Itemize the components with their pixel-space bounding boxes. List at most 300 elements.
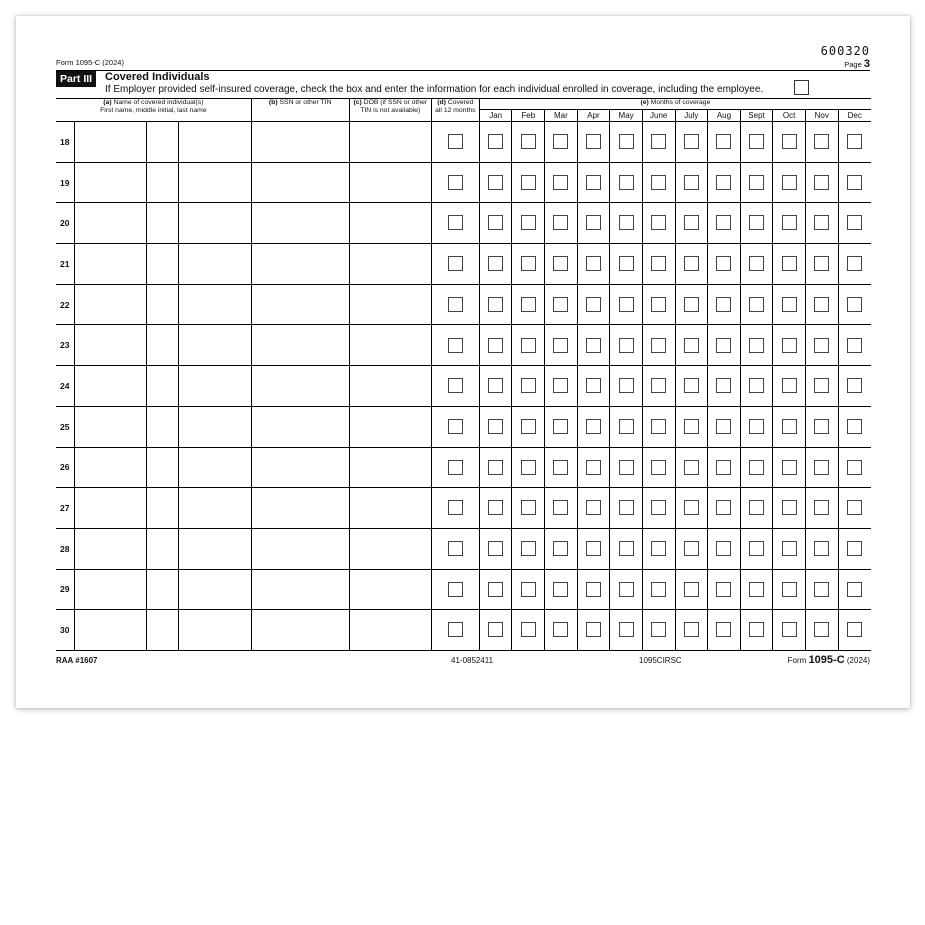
month-cell [740, 325, 773, 366]
month-checkbox[interactable] [553, 215, 568, 230]
month-checkbox[interactable] [814, 338, 829, 353]
month-checkbox[interactable] [749, 175, 764, 190]
month-checkbox[interactable] [684, 338, 699, 353]
month-checkbox[interactable] [488, 175, 503, 190]
month-checkbox[interactable] [716, 419, 731, 434]
month-cell [805, 284, 838, 325]
month-checkbox[interactable] [684, 256, 699, 271]
first-name-field[interactable] [74, 488, 146, 529]
middle-initial-field[interactable] [146, 610, 178, 651]
month-checkbox[interactable] [521, 338, 536, 353]
ssn-field[interactable] [251, 284, 349, 325]
dob-field[interactable] [349, 244, 431, 285]
month-cell [512, 447, 545, 488]
middle-initial-field[interactable] [146, 203, 178, 244]
month-checkbox[interactable] [782, 500, 797, 515]
month-checkbox[interactable] [619, 297, 634, 312]
month-checkbox[interactable] [553, 541, 568, 556]
month-cell [675, 325, 708, 366]
month-cell [577, 406, 610, 447]
month-checkbox[interactable] [684, 582, 699, 597]
all-12-months-cell [431, 610, 479, 651]
month-checkbox[interactable] [619, 541, 634, 556]
month-cell [577, 569, 610, 610]
month-checkbox[interactable] [684, 215, 699, 230]
part-title: Covered Individuals [105, 71, 210, 83]
last-name-field[interactable] [178, 488, 251, 529]
month-checkbox[interactable] [716, 378, 731, 393]
month-checkbox[interactable] [847, 175, 862, 190]
first-name-field[interactable] [74, 528, 146, 569]
last-name-field[interactable] [178, 447, 251, 488]
month-cell [773, 447, 806, 488]
month-header: Apr [577, 110, 610, 122]
month-cell [740, 528, 773, 569]
month-checkbox[interactable] [814, 500, 829, 515]
month-cell [545, 406, 578, 447]
month-cell [773, 488, 806, 529]
row-number: 25 [56, 406, 74, 447]
month-cell [675, 528, 708, 569]
month-checkbox[interactable] [782, 215, 797, 230]
last-name-field[interactable] [178, 528, 251, 569]
middle-initial-field[interactable] [146, 284, 178, 325]
ssn-field[interactable] [251, 488, 349, 529]
month-checkbox[interactable] [814, 460, 829, 475]
month-checkbox[interactable] [749, 256, 764, 271]
dob-field[interactable] [349, 569, 431, 610]
row-number: 24 [56, 366, 74, 407]
month-checkbox[interactable] [619, 622, 634, 637]
month-checkbox[interactable] [586, 419, 601, 434]
ssn-field[interactable] [251, 366, 349, 407]
ssn-field[interactable] [251, 325, 349, 366]
table-row [56, 488, 871, 529]
month-checkbox[interactable] [488, 256, 503, 271]
ssn-field[interactable] [251, 406, 349, 447]
month-checkbox[interactable] [749, 297, 764, 312]
month-cell [545, 366, 578, 407]
month-checkbox[interactable] [749, 215, 764, 230]
table-row [56, 366, 871, 407]
month-cell [642, 569, 675, 610]
all-12-months-checkbox[interactable] [448, 297, 463, 312]
first-name-field[interactable] [74, 406, 146, 447]
month-checkbox[interactable] [684, 175, 699, 190]
month-checkbox[interactable] [782, 419, 797, 434]
month-checkbox[interactable] [847, 541, 862, 556]
month-checkbox[interactable] [684, 297, 699, 312]
month-header: July [675, 110, 708, 122]
month-checkbox[interactable] [684, 134, 699, 149]
month-cell [512, 528, 545, 569]
month-checkbox[interactable] [521, 256, 536, 271]
dob-field[interactable] [349, 447, 431, 488]
ssn-field[interactable] [251, 447, 349, 488]
month-checkbox[interactable] [488, 419, 503, 434]
month-checkbox[interactable] [749, 582, 764, 597]
month-cell [838, 528, 871, 569]
month-checkbox[interactable] [716, 500, 731, 515]
month-checkbox[interactable] [716, 256, 731, 271]
month-checkbox[interactable] [782, 256, 797, 271]
self-insured-checkbox[interactable] [794, 80, 809, 95]
month-checkbox[interactable] [749, 134, 764, 149]
column-a-header: (a) Name of covered individual(s) First name, middle initial, last name [56, 99, 251, 122]
month-checkbox[interactable] [749, 419, 764, 434]
month-checkbox[interactable] [749, 460, 764, 475]
month-checkbox[interactable] [521, 175, 536, 190]
month-checkbox[interactable] [782, 378, 797, 393]
month-checkbox[interactable] [684, 541, 699, 556]
middle-initial-field[interactable] [146, 488, 178, 529]
month-checkbox[interactable] [619, 582, 634, 597]
all-12-months-checkbox[interactable] [448, 622, 463, 637]
month-checkbox[interactable] [782, 338, 797, 353]
month-checkbox[interactable] [651, 419, 666, 434]
middle-initial-field[interactable] [146, 366, 178, 407]
all-12-months-checkbox[interactable] [448, 378, 463, 393]
first-name-field[interactable] [74, 162, 146, 203]
month-checkbox[interactable] [521, 500, 536, 515]
first-name-field[interactable] [74, 203, 146, 244]
month-checkbox[interactable] [814, 297, 829, 312]
middle-initial-field[interactable] [146, 162, 178, 203]
month-checkbox[interactable] [814, 541, 829, 556]
month-checkbox[interactable] [716, 215, 731, 230]
middle-initial-field[interactable] [146, 325, 178, 366]
month-checkbox[interactable] [651, 175, 666, 190]
month-checkbox[interactable] [553, 582, 568, 597]
month-checkbox[interactable] [586, 622, 601, 637]
ssn-field[interactable] [251, 162, 349, 203]
month-checkbox[interactable] [847, 622, 862, 637]
month-checkbox[interactable] [488, 378, 503, 393]
month-checkbox[interactable] [553, 419, 568, 434]
month-cell [479, 244, 512, 285]
month-checkbox[interactable] [782, 297, 797, 312]
all-12-months-checkbox[interactable] [448, 338, 463, 353]
month-checkbox[interactable] [684, 622, 699, 637]
month-checkbox[interactable] [521, 622, 536, 637]
month-checkbox[interactable] [651, 256, 666, 271]
month-checkbox[interactable] [651, 541, 666, 556]
month-cell [479, 528, 512, 569]
month-checkbox[interactable] [488, 582, 503, 597]
month-checkbox[interactable] [521, 134, 536, 149]
month-checkbox[interactable] [782, 541, 797, 556]
month-cell [838, 325, 871, 366]
month-checkbox[interactable] [651, 582, 666, 597]
page-number: 3 [863, 58, 870, 70]
month-checkbox[interactable] [716, 175, 731, 190]
column-b-header: (b) SSN or other TIN [251, 99, 349, 122]
footer-code: 1095CIRSC [639, 656, 682, 665]
month-checkbox[interactable] [814, 175, 829, 190]
month-checkbox[interactable] [553, 175, 568, 190]
month-cell [577, 366, 610, 407]
month-checkbox[interactable] [847, 297, 862, 312]
month-checkbox[interactable] [782, 175, 797, 190]
month-checkbox[interactable] [586, 378, 601, 393]
month-cell [577, 203, 610, 244]
middle-initial-field[interactable] [146, 406, 178, 447]
month-checkbox[interactable] [749, 622, 764, 637]
all-12-months-checkbox[interactable] [448, 215, 463, 230]
ssn-field[interactable] [251, 203, 349, 244]
month-cell [642, 406, 675, 447]
middle-initial-field[interactable] [146, 569, 178, 610]
month-checkbox[interactable] [651, 134, 666, 149]
month-cell [708, 528, 741, 569]
month-checkbox[interactable] [619, 175, 634, 190]
month-checkbox[interactable] [651, 297, 666, 312]
month-cell [577, 284, 610, 325]
month-checkbox[interactable] [814, 215, 829, 230]
month-checkbox[interactable] [684, 500, 699, 515]
dob-field[interactable] [349, 488, 431, 529]
last-name-field[interactable] [178, 610, 251, 651]
middle-initial-field[interactable] [146, 447, 178, 488]
month-checkbox[interactable] [847, 338, 862, 353]
first-name-field[interactable] [74, 284, 146, 325]
month-checkbox[interactable] [782, 460, 797, 475]
month-checkbox[interactable] [488, 215, 503, 230]
first-name-field[interactable] [74, 366, 146, 407]
month-cell [838, 447, 871, 488]
month-cell [545, 325, 578, 366]
dob-field[interactable] [349, 203, 431, 244]
month-checkbox[interactable] [651, 500, 666, 515]
month-checkbox[interactable] [782, 622, 797, 637]
month-checkbox[interactable] [619, 378, 634, 393]
dob-field[interactable] [349, 122, 431, 163]
month-header: June [642, 110, 675, 122]
month-checkbox[interactable] [619, 460, 634, 475]
all-12-months-checkbox[interactable] [448, 460, 463, 475]
month-checkbox[interactable] [488, 460, 503, 475]
month-checkbox[interactable] [553, 134, 568, 149]
row-number: 22 [56, 284, 74, 325]
month-checkbox[interactable] [684, 419, 699, 434]
first-name-field[interactable] [74, 325, 146, 366]
dob-field[interactable] [349, 610, 431, 651]
month-checkbox[interactable] [847, 215, 862, 230]
all-12-months-checkbox[interactable] [448, 134, 463, 149]
month-checkbox[interactable] [488, 622, 503, 637]
month-checkbox[interactable] [586, 256, 601, 271]
month-cell [479, 366, 512, 407]
month-checkbox[interactable] [521, 378, 536, 393]
month-checkbox[interactable] [814, 419, 829, 434]
month-checkbox[interactable] [716, 338, 731, 353]
month-cell [773, 610, 806, 651]
month-checkbox[interactable] [814, 256, 829, 271]
month-cell [610, 528, 643, 569]
month-cell [838, 488, 871, 529]
month-checkbox[interactable] [521, 297, 536, 312]
month-checkbox[interactable] [488, 134, 503, 149]
month-checkbox[interactable] [814, 622, 829, 637]
month-checkbox[interactable] [651, 338, 666, 353]
month-checkbox[interactable] [847, 256, 862, 271]
month-checkbox[interactable] [847, 378, 862, 393]
month-checkbox[interactable] [586, 338, 601, 353]
month-checkbox[interactable] [553, 622, 568, 637]
month-checkbox[interactable] [553, 378, 568, 393]
month-checkbox[interactable] [847, 419, 862, 434]
ssn-field[interactable] [251, 569, 349, 610]
month-checkbox[interactable] [716, 297, 731, 312]
month-cell [740, 366, 773, 407]
table-row [56, 610, 871, 651]
all-12-months-checkbox[interactable] [448, 541, 463, 556]
row-number: 20 [56, 203, 74, 244]
month-checkbox[interactable] [488, 297, 503, 312]
last-name-field[interactable] [178, 244, 251, 285]
month-checkbox[interactable] [488, 338, 503, 353]
month-cell [577, 528, 610, 569]
month-checkbox[interactable] [814, 582, 829, 597]
ssn-field[interactable] [251, 122, 349, 163]
month-checkbox[interactable] [847, 460, 862, 475]
dob-field[interactable] [349, 528, 431, 569]
month-checkbox[interactable] [553, 256, 568, 271]
row-number: 19 [56, 162, 74, 203]
month-cell [773, 325, 806, 366]
first-name-field[interactable] [74, 244, 146, 285]
month-checkbox[interactable] [586, 541, 601, 556]
month-checkbox[interactable] [488, 541, 503, 556]
month-checkbox[interactable] [586, 175, 601, 190]
last-name-field[interactable] [178, 203, 251, 244]
month-checkbox[interactable] [847, 582, 862, 597]
first-name-field[interactable] [74, 122, 146, 163]
month-checkbox[interactable] [814, 134, 829, 149]
month-checkbox[interactable] [586, 134, 601, 149]
month-checkbox[interactable] [619, 256, 634, 271]
month-header: Nov [805, 110, 838, 122]
month-checkbox[interactable] [651, 622, 666, 637]
month-cell [642, 528, 675, 569]
month-checkbox[interactable] [716, 582, 731, 597]
row-number: 21 [56, 244, 74, 285]
month-cell [545, 488, 578, 529]
month-cell [675, 244, 708, 285]
month-checkbox[interactable] [651, 215, 666, 230]
month-checkbox[interactable] [782, 582, 797, 597]
all-12-months-cell [431, 447, 479, 488]
last-name-field[interactable] [178, 122, 251, 163]
first-name-field[interactable] [74, 610, 146, 651]
month-checkbox[interactable] [716, 622, 731, 637]
month-cell [805, 569, 838, 610]
month-checkbox[interactable] [619, 500, 634, 515]
month-checkbox[interactable] [651, 460, 666, 475]
month-checkbox[interactable] [586, 582, 601, 597]
dob-field[interactable] [349, 366, 431, 407]
month-checkbox[interactable] [586, 460, 601, 475]
month-checkbox[interactable] [749, 541, 764, 556]
ssn-field[interactable] [251, 528, 349, 569]
month-checkbox[interactable] [782, 134, 797, 149]
month-checkbox[interactable] [619, 338, 634, 353]
all-12-months-checkbox[interactable] [448, 175, 463, 190]
month-checkbox[interactable] [553, 338, 568, 353]
middle-initial-field[interactable] [146, 244, 178, 285]
middle-initial-field[interactable] [146, 528, 178, 569]
table-row [56, 569, 871, 610]
month-checkbox[interactable] [749, 378, 764, 393]
month-checkbox[interactable] [716, 134, 731, 149]
ssn-field[interactable] [251, 610, 349, 651]
dob-field[interactable] [349, 162, 431, 203]
month-checkbox[interactable] [521, 460, 536, 475]
month-checkbox[interactable] [749, 500, 764, 515]
last-name-field[interactable] [178, 366, 251, 407]
month-cell [512, 406, 545, 447]
month-checkbox[interactable] [521, 419, 536, 434]
month-checkbox[interactable] [586, 297, 601, 312]
dob-field[interactable] [349, 284, 431, 325]
month-checkbox[interactable] [651, 378, 666, 393]
all-12-months-checkbox[interactable] [448, 256, 463, 271]
month-cell [773, 284, 806, 325]
last-name-field[interactable] [178, 406, 251, 447]
month-checkbox[interactable] [521, 215, 536, 230]
month-checkbox[interactable] [521, 582, 536, 597]
dob-field[interactable] [349, 406, 431, 447]
month-checkbox[interactable] [619, 419, 634, 434]
month-checkbox[interactable] [521, 541, 536, 556]
month-checkbox[interactable] [553, 460, 568, 475]
month-checkbox[interactable] [619, 134, 634, 149]
last-name-field[interactable] [178, 162, 251, 203]
month-checkbox[interactable] [619, 215, 634, 230]
month-checkbox[interactable] [586, 500, 601, 515]
month-checkbox[interactable] [716, 460, 731, 475]
last-name-field[interactable] [178, 325, 251, 366]
month-checkbox[interactable] [847, 500, 862, 515]
month-checkbox[interactable] [716, 541, 731, 556]
month-checkbox[interactable] [684, 378, 699, 393]
month-checkbox[interactable] [847, 134, 862, 149]
month-checkbox[interactable] [586, 215, 601, 230]
all-12-months-checkbox[interactable] [448, 500, 463, 515]
month-checkbox[interactable] [814, 378, 829, 393]
month-checkbox[interactable] [684, 460, 699, 475]
first-name-field[interactable] [74, 447, 146, 488]
ssn-field[interactable] [251, 244, 349, 285]
month-checkbox[interactable] [749, 338, 764, 353]
month-cell [479, 447, 512, 488]
last-name-field[interactable] [178, 569, 251, 610]
middle-initial-field[interactable] [146, 122, 178, 163]
month-cell [773, 203, 806, 244]
month-checkbox[interactable] [553, 500, 568, 515]
table-row [56, 162, 871, 203]
all-12-months-checkbox[interactable] [448, 419, 463, 434]
all-12-months-checkbox[interactable] [448, 582, 463, 597]
dob-field[interactable] [349, 325, 431, 366]
month-cell [740, 610, 773, 651]
month-checkbox[interactable] [553, 297, 568, 312]
month-cell [838, 162, 871, 203]
last-name-field[interactable] [178, 284, 251, 325]
first-name-field[interactable] [74, 569, 146, 610]
row-number: 29 [56, 569, 74, 610]
month-checkbox[interactable] [488, 500, 503, 515]
